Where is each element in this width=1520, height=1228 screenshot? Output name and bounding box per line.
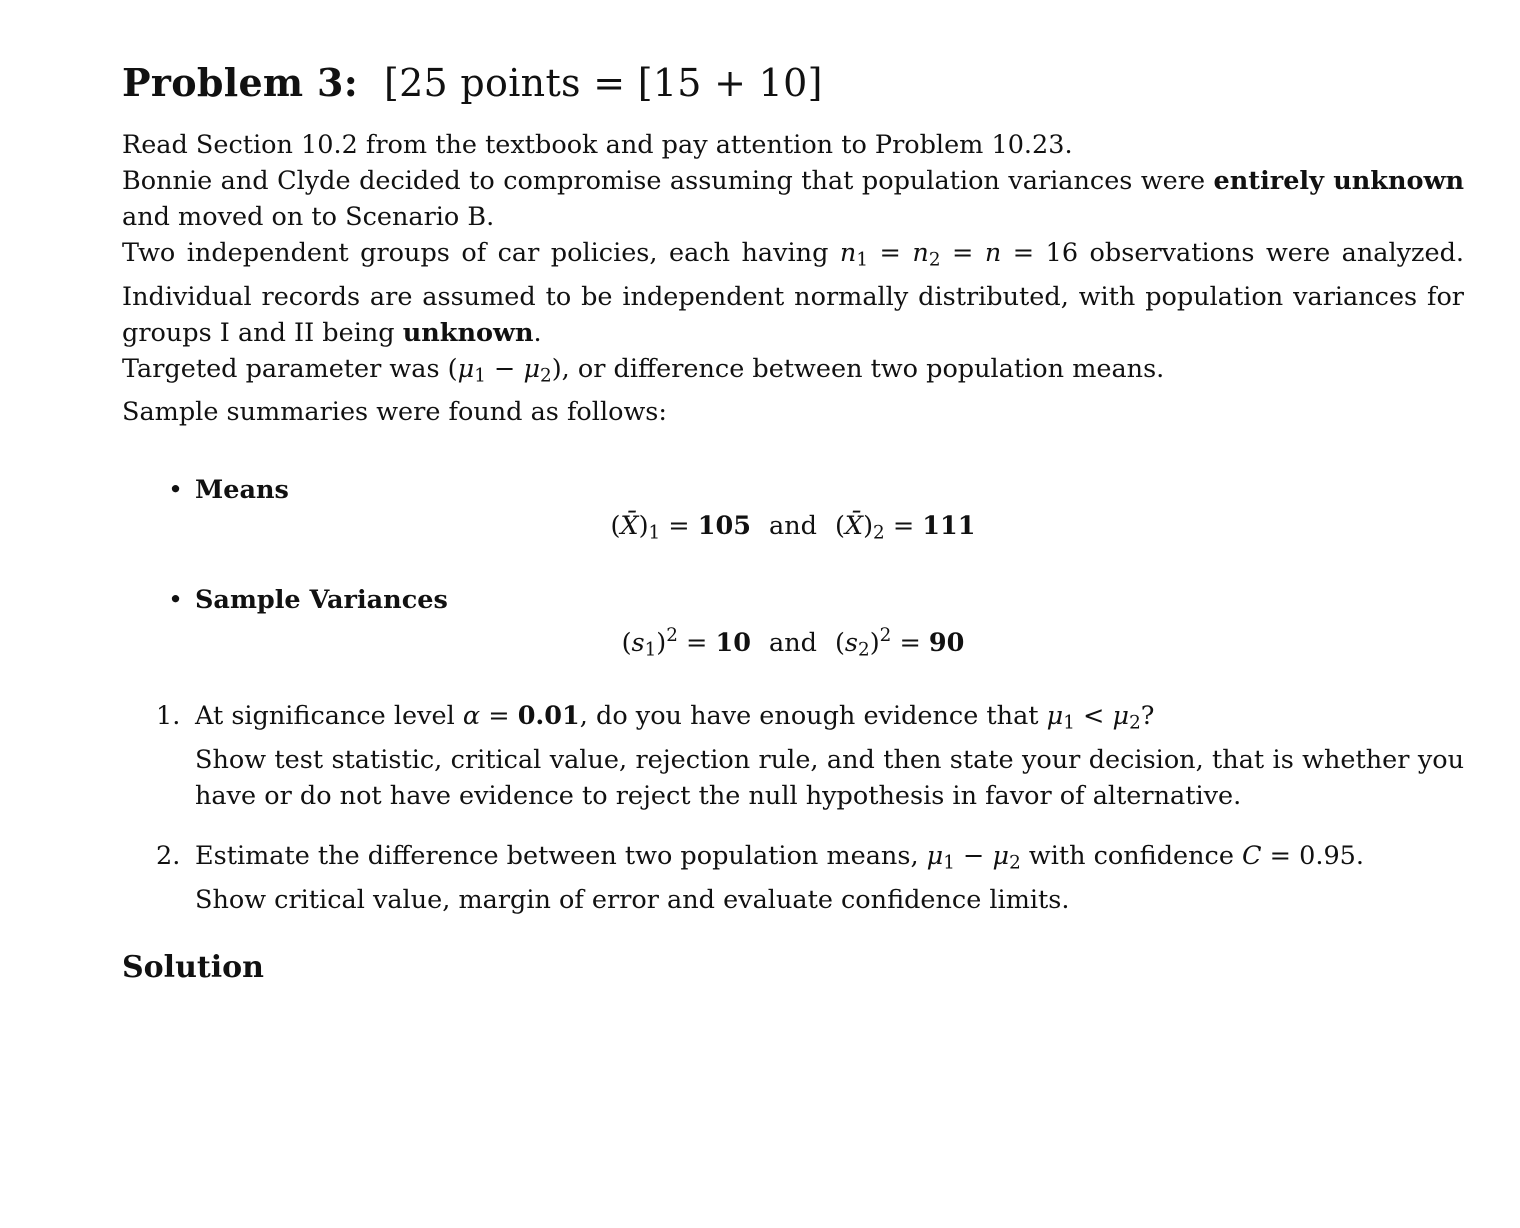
problem-points: [25 points = [15 + 10] bbox=[383, 61, 823, 105]
bold-unknown: unknown bbox=[402, 317, 534, 348]
alpha-value: 0.01 bbox=[517, 701, 580, 732]
intro-line-5: Sample summaries were found as follows: bbox=[122, 397, 667, 428]
list-item-means bbox=[122, 472, 1464, 508]
variance-list bbox=[122, 582, 1464, 618]
bullet-icon: • bbox=[168, 584, 184, 615]
confidence-value: 0.95 bbox=[1299, 840, 1356, 871]
variances-label: Sample Variances bbox=[195, 584, 448, 615]
bold-entirely-unknown: entirely unknown bbox=[1213, 166, 1464, 196]
problem-title bbox=[122, 60, 1464, 105]
summary-list bbox=[122, 472, 1464, 508]
mean1-value: 105 bbox=[697, 511, 752, 542]
var1-value: 10 bbox=[715, 627, 752, 658]
question-number: 1. bbox=[156, 701, 181, 732]
question-item-1: 1. At significance level α = 0.01, do you have enough evidence that $\mu_1 < \mu_2$? Show test statistic, critical value, rejection rule, and then state your decision, that is whether you have or do not have evidence to reject the null hypothesis in favor of alternative. bbox=[122, 698, 1464, 814]
question-1-detail: Show test statistic, critical value, rejection rule, and then state your decision, that is whether you have or do not have evidence to reject the null hypothesis in favor of alternative. bbox=[195, 744, 1464, 811]
question-item-2: 2. Estimate the difference between two population means, $\mu_1 - \mu_2$ with confidence C = 0.95. Show critical value, margin of error and evaluate confidence limits. bbox=[122, 838, 1464, 918]
intro-line-1: Read Section 10.2 from the textbook and pay attention to Problem 10.23. bbox=[122, 130, 1073, 160]
bullet-icon: • bbox=[168, 475, 184, 506]
mean2-value: 111 bbox=[922, 511, 976, 542]
problem-intro bbox=[122, 127, 1464, 430]
solution-heading: Solution bbox=[122, 950, 264, 985]
variances-equation: $(s_1)^2 = 10$ and $(s_2)^2 = 90$ bbox=[621, 624, 965, 661]
intro-line-3: Two independent groups of car policies, each having $n_1 = n_2 = n = 16$ observations were analyzed. Individual records are assumed to be independent normally distributed, with population variances for groups I and II being unknown. bbox=[122, 238, 1464, 348]
problem-label: Problem 3: bbox=[122, 60, 359, 105]
list-item-variances bbox=[122, 582, 1464, 618]
var2-value: 90 bbox=[928, 627, 965, 658]
question-number: 2. bbox=[156, 840, 181, 871]
intro-line-2: Bonnie and Clyde decided to compromise assuming that population variances were entirely unknown and moved on to Scenario B. bbox=[122, 166, 1464, 232]
means-label: Means bbox=[195, 475, 289, 506]
means-equation: $(X̄)_1 = 105$ and $(X̄)_2 = 111$ bbox=[610, 511, 976, 544]
question-2-detail: Show critical value, margin of error and evaluate confidence limits. bbox=[195, 884, 1070, 915]
intro-line-4: Targeted parameter was $(\mu_1 - \mu_2)$, or difference between two population means. bbox=[122, 353, 1165, 387]
question-list bbox=[122, 698, 1464, 917]
document-page bbox=[122, 60, 1464, 985]
